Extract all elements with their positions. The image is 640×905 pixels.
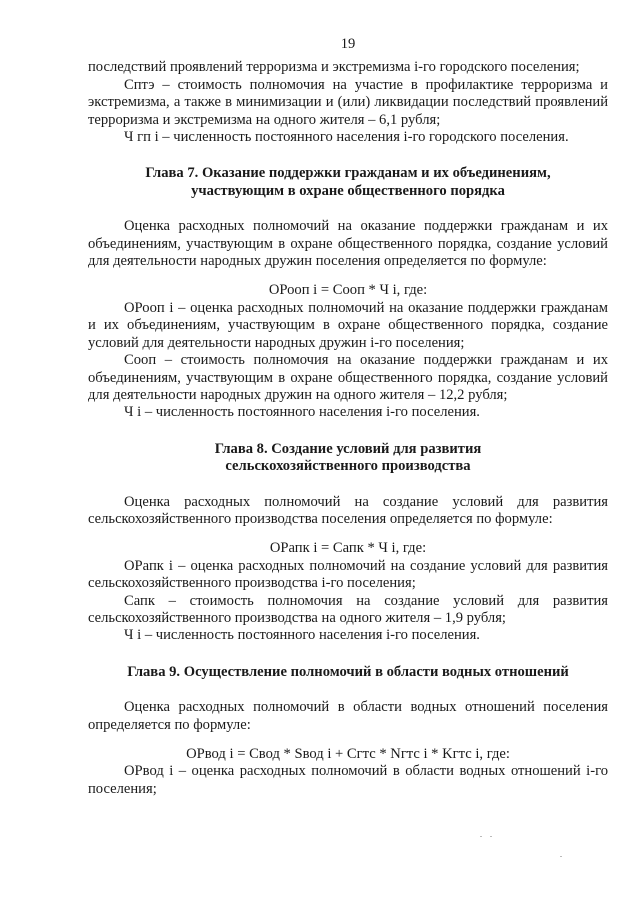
- intro-paragraph-2: Cптэ – стоимость полномочия на участие в профилактике терроризма и экстремизма, а также в минимизации и (или) ликвидации последствий проявлений терроризма и экстремизма на одного жителя – 6,1 рубля;: [88, 76, 608, 128]
- chapter-9-heading: Глава 9. Осуществление полномочий в области водных отношений: [127, 663, 569, 680]
- chapter-8-formula: ОРапк i = Cапк * Ч i, где:: [269, 540, 427, 557]
- intro-paragraph-1: последствий проявлений терроризма и экстремизма i-го городского поселения;: [88, 59, 580, 76]
- chapter-9-intro: Оценка расходных полномочий в области водных отношений поселения определяется по формуле:: [88, 699, 608, 733]
- chapter-7-def-2: Cооп – стоимость полномочия на оказание поддержки гражданам и их объединениям, участвующим в охране общественного порядка, создание условий для деятельности народных дружин на одного жителя – 12,2 рубля;: [88, 352, 608, 403]
- chapter-7-heading-line-1: Глава 7. Оказание поддержки гражданам и их объединениям,: [145, 165, 551, 182]
- intro-paragraph-3: Ч гп i – численность постоянного населения i-го городского поселения.: [124, 129, 569, 146]
- chapter-8-intro: Оценка расходных полномочий на создание условий для развития сельскохозяйственного производства поселения определяется по формуле:: [88, 493, 608, 527]
- chapter-8-def-3: Ч i – численность постоянного населения i-го поселения.: [124, 627, 480, 644]
- chapter-7-heading: [88, 165, 608, 200]
- chapter-8-heading-line-2: сельскохозяйственного производства: [225, 458, 471, 475]
- chapter-7-def-1: ОРооп i – оценка расходных полномочий на оказание поддержки гражданам и их объединениям, участвующим в охране общественного порядка, создание условий для деятельности народных дружин i-го поселения;: [88, 299, 608, 351]
- chapter-8-def-2: Cапк – стоимость полномочия на создание условий для развития сельскохозяйственного производства на одного жителя – 1,9 рубля;: [88, 592, 608, 626]
- chapter-7-def-3: Ч i – численность постоянного населения i-го поселения.: [124, 404, 480, 421]
- chapter-8-heading: [88, 441, 608, 476]
- chapter-7-formula: ОРооп i = Cооп * Ч i, где:: [268, 282, 428, 299]
- scan-speck: [490, 836, 492, 837]
- chapter-8-heading-line-1: Глава 8. Создание условий для развития: [214, 440, 482, 457]
- chapter-9-def-1: ОРвод i – оценка расходных полномочий в области водных отношений i-го поселения;: [88, 763, 608, 797]
- chapter-9-formula: ОРвод i = Cвод * Sвод i + Cгтс * Nгтс i * Kгтс i, где:: [186, 746, 510, 762]
- document-page: [88, 36, 608, 798]
- chapter-8-def-1: ОРапк i – оценка расходных полномочий на создание условий для развития сельскохозяйственного производства i-го поселения;: [88, 557, 608, 592]
- chapter-7-intro: Оценка расходных полномочий на оказание поддержки гражданам и их объединениям, участвующим в охране общественного порядка, создание условий для деятельности народных дружин поселения определяется по формуле:: [88, 218, 608, 270]
- scan-speck: [560, 856, 562, 857]
- page-number: 19: [340, 36, 356, 52]
- scan-speck: [480, 836, 482, 837]
- chapter-7-heading-line-2: участвующим в охране общественного порядка: [191, 182, 505, 199]
